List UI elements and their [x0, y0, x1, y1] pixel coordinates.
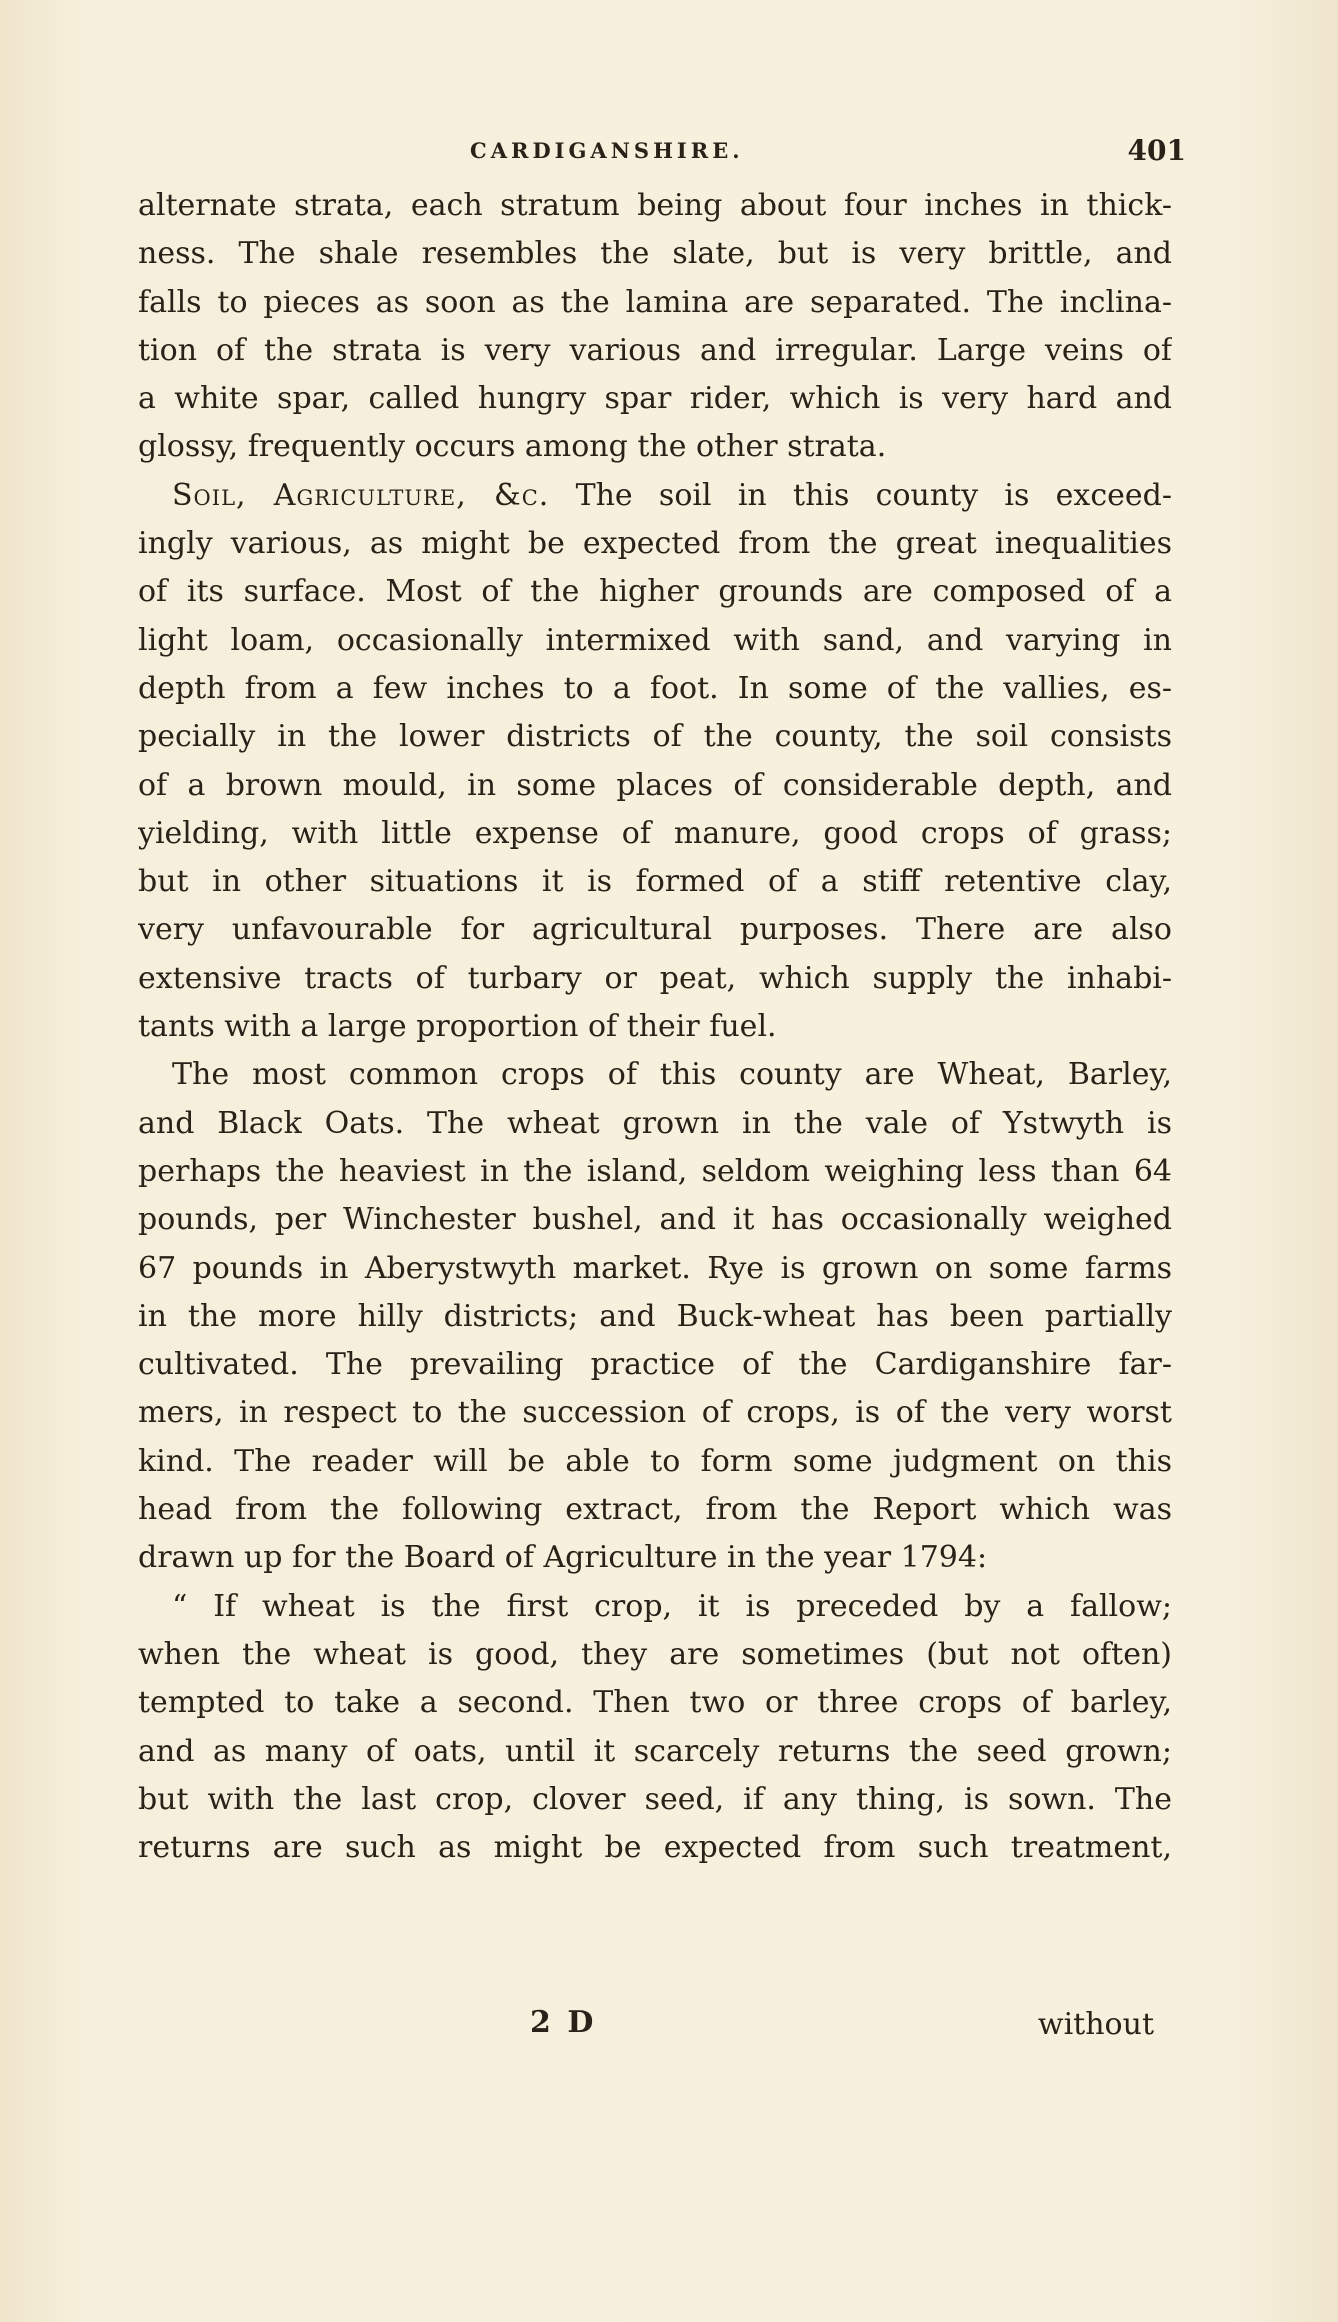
text-line: yielding, with little expense of manure, good crops of grass; — [138, 815, 1172, 851]
text-line: drawn up for the Board of Agriculture in the year 1794: — [138, 1540, 988, 1576]
page-number: 401 — [1127, 134, 1186, 167]
text-line: very unfavourable for agricultural purposes. There are also — [138, 912, 1172, 948]
text-line: perhaps the heaviest in the island, seldom weighing less than 64 — [138, 1153, 1172, 1189]
page-header — [120, 134, 1192, 176]
text-line: in the more hilly districts; and Buck-wheat has been partially — [138, 1298, 1172, 1334]
text-line: ingly various, as might be expected from the great inequalities — [138, 526, 1172, 562]
text-line: head from the following extract, from the Report which was — [138, 1492, 1172, 1528]
text-line: alternate strata, each stratum being about four inches in thick- — [138, 188, 1172, 223]
section-first-line-text: The soil in this county is exceed- — [575, 477, 1172, 513]
text-line: extensive tracts of turbary or peat, which supply the inhabi- — [138, 960, 1172, 996]
quote-line: when the wheat is good, they are sometimes (but not often) — [138, 1636, 1172, 1672]
text-line: mers, in respect to the succession of crops, is of the very worst — [138, 1395, 1172, 1431]
text-line: cultivated. The prevailing practice of the Cardiganshire far- — [138, 1347, 1172, 1383]
quote-line: returns are such as might be expected from such treatment, — [138, 1830, 1172, 1866]
section-heading: Soil, Agriculture, &c. — [172, 477, 550, 513]
text-line: of a brown mould, in some places of considerable depth, and — [138, 767, 1172, 803]
section-first-line — [138, 472, 1172, 520]
text-line: The most common crops of this county are Wheat, Barley, — [172, 1057, 1172, 1093]
text-line: a white spar, called hungry spar rider, which is very hard and — [138, 381, 1172, 417]
page-footer — [120, 2005, 1192, 2051]
quote-line: but with the last crop, clover seed, if any thing, is sown. The — [138, 1781, 1172, 1817]
catchword: without — [1037, 2007, 1154, 2042]
text-line: pecially in the lower districts of the county, the soil consists — [138, 719, 1172, 755]
signature-mark: 2 D — [530, 2005, 597, 2040]
text-line: but in other situations it is formed of a stiff retentive clay, — [138, 864, 1172, 900]
text-line: pounds, per Winchester bushel, and it has occasionally weighed — [138, 1202, 1172, 1238]
text-line: falls to pieces as soon as the lamina are separated. The inclina- — [138, 284, 1172, 320]
body-text — [138, 182, 1172, 1872]
running-head: CARDIGANSHIRE. — [470, 138, 744, 163]
quote-line: “ If wheat is the first crop, it is preceded by a fallow; — [172, 1588, 1172, 1624]
text-line: kind. The reader will be able to form some judgment on this — [138, 1443, 1172, 1479]
text-line: light loam, occasionally intermixed with sand, and varying in — [138, 622, 1172, 658]
text-line: 67 pounds in Aberystwyth market. Rye is grown on some farms — [138, 1250, 1172, 1286]
quote-line: tempted to take a second. Then two or three crops of barley, — [138, 1685, 1172, 1721]
quote-line: and as many of oats, until it scarcely returns the seed grown; — [138, 1733, 1172, 1769]
text-line: tants with a large proportion of their fuel. — [138, 1009, 777, 1045]
text-line: ness. The shale resembles the slate, but is very brittle, and — [138, 236, 1172, 272]
text-line: depth from a few inches to a foot. In some of the vallies, es- — [138, 670, 1172, 706]
text-line: glossy, frequently occurs among the other strata. — [138, 429, 887, 465]
text-line: tion of the strata is very various and irregular. Large veins of — [138, 332, 1172, 368]
text-line: and Black Oats. The wheat grown in the vale of Ystwyth is — [138, 1105, 1172, 1141]
text-line: of its surface. Most of the higher grounds are composed of a — [138, 574, 1172, 610]
